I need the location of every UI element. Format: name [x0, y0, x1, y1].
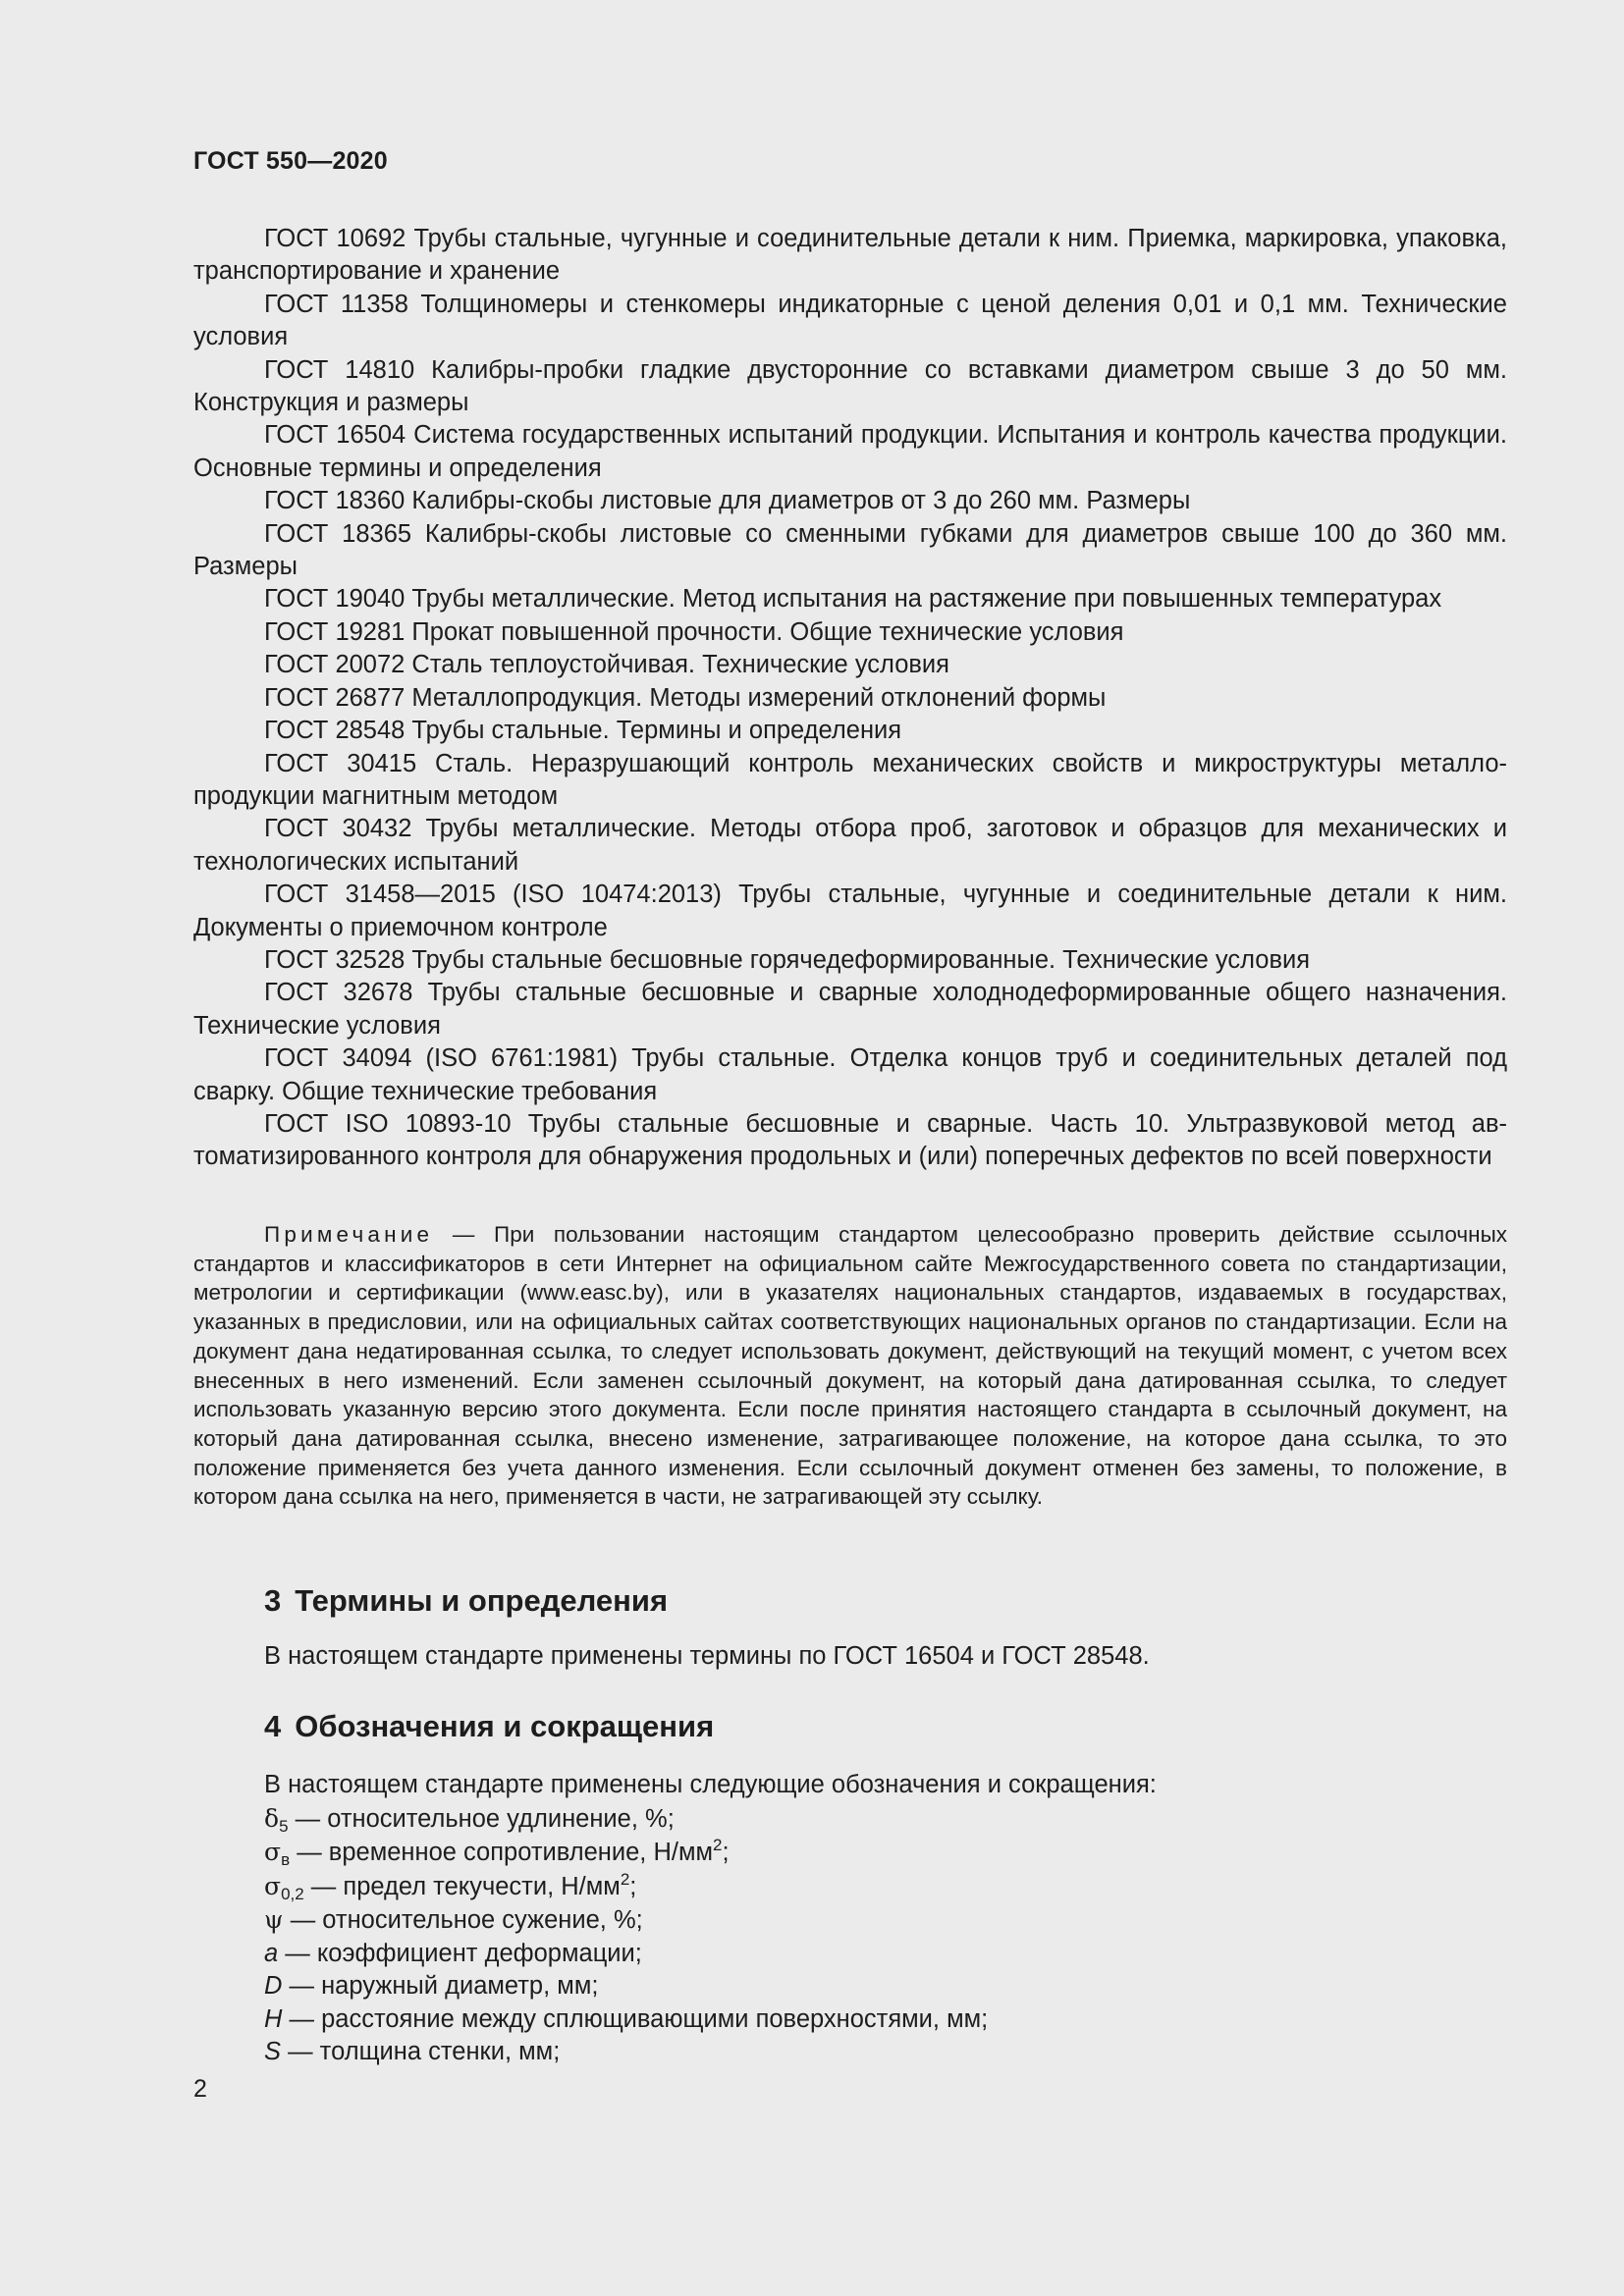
symbol-subscript: в: [281, 1850, 291, 1869]
reference-item: ГОСТ 34094 (ISO 6761:1981) Трубы стальные. Отделка концов труб и соединительных деталей под сварку. Общие технические требования: [193, 1044, 1507, 1105]
section-number: 3: [264, 1583, 282, 1618]
normative-references-list: [193, 223, 1507, 1174]
reference-item: ГОСТ 31458—2015 (ISO 10474:2013) Трубы стальные, чугунные и соединительные детали к ним. Документы о приемочном контроле: [193, 881, 1507, 941]
symbol-item: [264, 1836, 1157, 1870]
symbol-definition: — наружный диаметр, мм;: [282, 1972, 599, 2000]
section-3-text: В настоящем стандарте применены термины по ГОСТ 16504 и ГОСТ 28548.: [264, 1642, 1150, 1670]
note-text: При пользовании настоящим стандартом целесообразно проверить действие ссылочных стандартов и классификаторов в сети Интернет на официальном сайте Межгосударственного совета по стандартизации, метрологии и сертификации (www.easc.by), или в указателях национальных стандартов, издаваемых в государствах, указанных в предисловии, или на официальных сайтах соответствующих национальных органов по стандартизации. Если на документ дана недатированная ссылка, то следует использовать документ, действующий на текущий момент, с учетом всех внесенных в него изменений. Если заменен ссылочный документ, на который дана датированная ссылка, то следует использовать указанную версию этого документа. Если после принятия настоящего стандарта в ссылочный документ, на который дана датированная ссылка, внесено изменение, затрагивающее положение, на которое дана ссылка, то это положение применяется без учета данного изменения. Если ссылочный документ отменен без замены, то положение, в котором дана ссылка на него, применяется в части, не затрагивающей эту ссылку.: [193, 1222, 1507, 1510]
symbol-definition: — временное сопротивление, Н/мм: [290, 1839, 714, 1866]
symbol-item: [264, 2003, 1157, 2037]
note-label: Примечание: [264, 1222, 434, 1247]
symbol-end: ;: [722, 1839, 730, 1866]
document-code-header: ГОСТ 550—2020: [193, 147, 388, 175]
reference-item: ГОСТ 20072 Сталь теплоустойчивая. Технические условия: [264, 651, 949, 679]
reference-item: ГОСТ 19040 Трубы металлические. Метод испытания на растяжение при повышенных температурах: [264, 585, 1442, 614]
symbol-glyph: σ: [264, 1871, 282, 1900]
reference-item: ГОСТ 32678 Трубы стальные бесшовные и сварные холоднодеформированные общего назначения. Технические условия: [193, 979, 1507, 1040]
symbol-end: ;: [629, 1872, 637, 1900]
symbol-item: [264, 1802, 1157, 1837]
symbols-list: [264, 1769, 1157, 2069]
symbol-superscript: 2: [713, 1836, 723, 1854]
page-number: 2: [193, 2075, 207, 2103]
symbol-superscript: 2: [620, 1869, 630, 1889]
symbol-definition: — толщина стенки, мм;: [281, 2038, 561, 2065]
symbol-glyph: S: [264, 2038, 282, 2065]
reference-item: ГОСТ ISO 10893-10 Трубы стальные бесшовные и сварные. Часть 10. Ультразвуковой метод автоматизированного контроля для обнаружения продольных и (или) поперечных дефектов по всей поверхности: [193, 1109, 1507, 1171]
symbol-item: [264, 1938, 1157, 1971]
reference-item: ГОСТ 16504 Система государственных испытаний продукции. Испытания и контроль качества продукции. Основные термины и определения: [193, 421, 1507, 482]
symbol-glyph: σ: [264, 1838, 282, 1866]
note-dash: —: [433, 1222, 495, 1247]
symbol-definition: — коэффициент деформации;: [278, 1939, 642, 1967]
reference-item: ГОСТ 18360 Калибры-скобы листовые для диаметров от 3 до 260 мм. Размеры: [264, 487, 1191, 515]
symbol-definition: — относительное удлинение, %;: [288, 1804, 675, 1833]
reference-item: ГОСТ 28548 Трубы стальные. Термины и определения: [264, 717, 902, 745]
reference-item: ГОСТ 26877 Металлопродукция. Методы измерений отклонений формы: [264, 683, 1107, 712]
symbol-item: [264, 1870, 1157, 1904]
symbol-item: [264, 1970, 1157, 2003]
section-4-heading: [264, 1709, 714, 1744]
section-title: Термины и определения: [295, 1583, 669, 1618]
symbol-item: [264, 1903, 1157, 1938]
section-title: Обозначения и сокращения: [295, 1709, 715, 1743]
reference-item: ГОСТ 10692 Трубы стальные, чугунные и соединительные детали к ним. Приемка, маркировка, упаковка, транспортирование и хранение: [193, 225, 1507, 286]
reference-item: ГОСТ 30415 Сталь. Неразрушающий контроль механических свойств и микроструктуры металлопродукции магнитным методом: [193, 749, 1507, 810]
symbol-subscript: 0,2: [281, 1884, 304, 1903]
symbol-definition: — расстояние между сплющивающими поверхностями, мм;: [282, 2004, 989, 2033]
reference-item: ГОСТ 18365 Калибры-скобы листовые со сменными губками для диаметров свыше 100 до 360 мм. Размеры: [193, 519, 1507, 581]
symbol-glyph: a: [264, 1939, 279, 1967]
reference-item: ГОСТ 32528 Трубы стальные бесшовные горячедеформированные. Технические условия: [264, 945, 1311, 974]
symbol-subscript: 5: [279, 1816, 289, 1836]
symbol-glyph: δ: [264, 1803, 280, 1833]
section-3-heading: [264, 1583, 668, 1619]
symbol-glyph: H: [264, 2004, 283, 2033]
note-paragraph: [193, 1220, 1507, 1512]
reference-item: ГОСТ 19281 Прокат повышенной прочности. Общие технические условия: [264, 617, 1124, 646]
symbols-intro: В настоящем стандарте применены следующие обозначения и сокращения:: [264, 1771, 1157, 1798]
reference-item: ГОСТ 30432 Трубы металлические. Методы отбора проб, заготовок и образцов для механических и технологических испытаний: [193, 815, 1507, 876]
reference-item: ГОСТ 14810 Калибры-пробки гладкие двусторонние со вставками диаметром свыше 3 до 50 мм. Конструкция и размеры: [193, 355, 1507, 417]
symbol-definition: — предел текучести, Н/мм: [303, 1872, 621, 1900]
symbol-item: [264, 2036, 1157, 2069]
section-number: 4: [264, 1709, 282, 1743]
symbol-glyph: D: [264, 1972, 283, 2000]
reference-item: ГОСТ 11358 Толщиномеры и стенкомеры индикаторные с ценой деления 0,01 и 0,1 мм. Технические условия: [193, 290, 1507, 351]
symbol-glyph: ψ: [264, 1905, 284, 1934]
symbol-definition: — относительное сужение, %;: [283, 1906, 643, 1934]
